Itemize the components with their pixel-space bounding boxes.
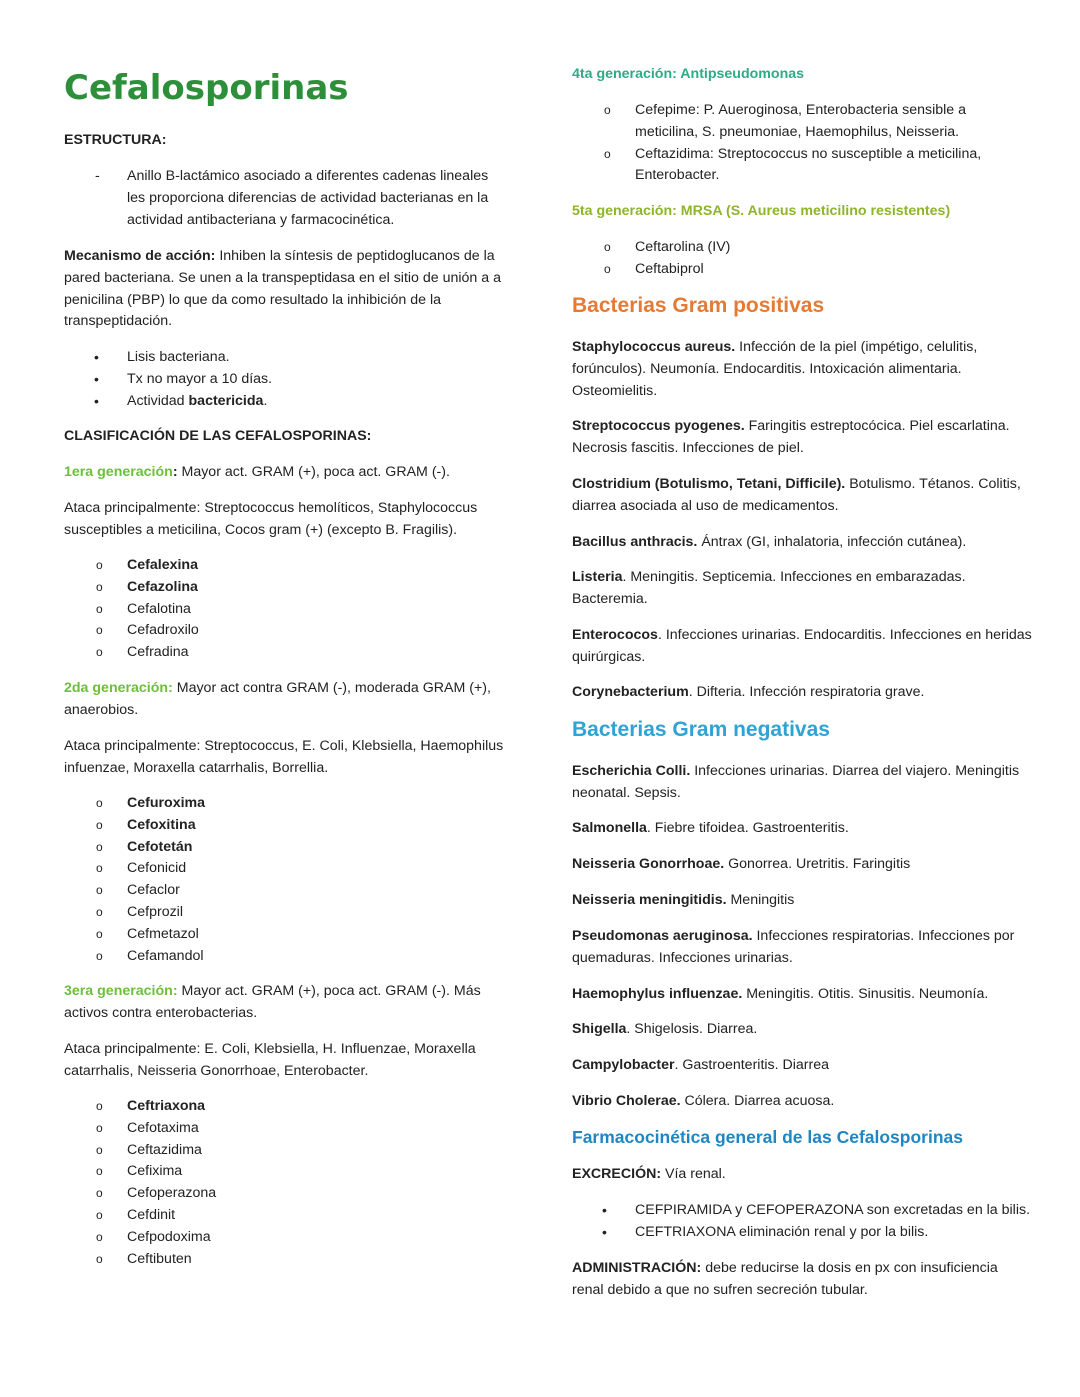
gen2-label: 2da generación: bbox=[64, 680, 173, 696]
bacteria-desc: Meningitis bbox=[726, 892, 795, 908]
bacteria-desc: . Infecciones urinarias. Endocarditis. Infecciones en heridas quirúrgicas. bbox=[572, 627, 1032, 665]
bullet-tx: • Tx no mayor a 10 días. bbox=[64, 369, 514, 391]
bacteria-name: Salmonella bbox=[572, 820, 647, 836]
gram-neg-entry bbox=[572, 1091, 1032, 1113]
excrecion-item: • CEFTRIAXONA eliminación renal y por la bilis. bbox=[572, 1222, 1032, 1244]
bacteria-desc: . Shigelosis. Diarrea. bbox=[626, 1021, 758, 1037]
drug-name: Cefotetán bbox=[127, 838, 193, 855]
bacteria-name: Enterococos bbox=[572, 627, 658, 643]
bacteria-desc: Cólera. Diarrea acuosa. bbox=[680, 1093, 835, 1109]
mecanismo-text: Inhiben la síntesis de peptidoglucanos de la pared bacteriana. Se unen a la transpeptidasa en el sitio de unión a a penicilina (PBP) lo que da como resultado la inhibición de la transpeptidación. bbox=[64, 248, 501, 330]
gen1-colon: : bbox=[172, 464, 178, 480]
gram-neg-entry bbox=[572, 984, 1032, 1006]
gen5-item: o Ceftarolina (IV) bbox=[572, 237, 1032, 259]
gen3-text: Mayor act. GRAM (+), poca act. GRAM (-). Más activos contra enterobacterias. bbox=[64, 983, 481, 1021]
gen4-item: o Ceftazidima: Streptococcus no susceptible a meticilina, Enterobacter. bbox=[572, 144, 992, 188]
estructura-item: - Anillo B-lactámico asociado a diferentes cadenas lineales les proporciona diferencias de actividad bacterianas en la actividad antibacteriana y farmacocinética. bbox=[64, 166, 504, 231]
gen3-label: 3era generación: bbox=[64, 983, 178, 999]
excrecion-item: • CEFPIRAMIDA y CEFOPERAZONA son excretadas en la bilis. bbox=[572, 1200, 1032, 1222]
gram-negative-heading: Bacterias Gram negativas bbox=[572, 718, 830, 741]
drug-item bbox=[64, 1096, 514, 1118]
bacteria-name: Pseudomonas aeruginosa. bbox=[572, 928, 753, 944]
gram-pos-entry bbox=[572, 625, 1032, 669]
bacteria-desc: . Meningitis. Septicemia. Infecciones en embarazadas. Bacteremia. bbox=[572, 569, 966, 607]
gram-pos-entry bbox=[572, 474, 1032, 518]
bullet-actividad-pre: Actividad bbox=[127, 392, 189, 409]
bacteria-name: Neisseria Gonorrhoae. bbox=[572, 856, 725, 872]
drug-item: o Cefonicid bbox=[64, 858, 514, 880]
drug-item bbox=[64, 837, 514, 859]
bacteria-desc: Infecciones respiratorias. Infecciones por quemaduras. Infecciones urinarias. bbox=[572, 928, 1015, 966]
bacteria-desc: Gonorrea. Uretritis. Faringitis bbox=[724, 856, 911, 872]
bacteria-desc: . Fiebre tifoidea. Gastroenteritis. bbox=[646, 820, 849, 836]
gram-neg-entry bbox=[572, 1055, 1032, 1077]
bacteria-desc: . Gastroenteritis. Diarrea bbox=[674, 1057, 830, 1073]
bacteria-desc: Botulismo. Tétanos. Colitis, diarrea asociada al uso de medicamentos. bbox=[572, 476, 1021, 514]
bacteria-name: Haemophylus influenzae. bbox=[572, 986, 743, 1002]
gen3-line bbox=[64, 981, 514, 1025]
bacteria-desc: Infección de la piel (impétigo, celulitis, forúnculos). Neumonía. Endocarditis. Intoxicación alimentaria. Osteomielitis. bbox=[572, 339, 978, 399]
administracion-text: debe reducirse la dosis en px con insuficiencia renal debido a que no sufren secreción tubular. bbox=[572, 1260, 998, 1298]
gram-neg-entry bbox=[572, 761, 1032, 805]
gram-pos-entry bbox=[572, 532, 1032, 554]
drug-name: Ceftriaxona bbox=[127, 1098, 206, 1114]
bacteria-name: Staphylococcus aureus. bbox=[572, 339, 736, 355]
drug-item: o Ceftibuten bbox=[64, 1249, 514, 1271]
gen1-line bbox=[64, 462, 514, 484]
drug-name: Cefoxitina bbox=[127, 816, 196, 833]
gen2-text: Mayor act contra GRAM (-), moderada GRAM (+), anaerobios. bbox=[64, 680, 491, 718]
farmacocinetica-heading: Farmacocinética general de las Cefalosporinas bbox=[572, 1127, 963, 1147]
gen2-line bbox=[64, 678, 514, 722]
gen1-ataca: Ataca principalmente: Streptococcus hemolíticos, Staphylococcus susceptibles a meticilina, Cocos gram (+) (excepto B. Fragilis). bbox=[64, 500, 478, 538]
drug-item: o Cefradina bbox=[64, 642, 514, 664]
drug-item: o Cefaclor bbox=[64, 880, 514, 902]
administracion-paragraph bbox=[572, 1258, 1002, 1302]
mecanismo-paragraph bbox=[64, 246, 514, 333]
gram-neg-entry bbox=[572, 1019, 1032, 1041]
drug-item: o Cefpodoxima bbox=[64, 1227, 514, 1249]
bullet-actividad-bold: bactericida bbox=[188, 392, 264, 409]
gram-neg-entry bbox=[572, 854, 1032, 876]
drug-item: o Cefotaxima bbox=[64, 1118, 514, 1140]
gram-pos-entry bbox=[572, 416, 1032, 460]
drug-name: Cefalexina bbox=[127, 557, 198, 573]
bacteria-name: Bacillus anthracis. bbox=[572, 534, 698, 550]
mecanismo-label: Mecanismo de acción: bbox=[64, 248, 216, 264]
gen4-item: o Cefepime: P. Aueroginosa, Enterobacteria sensible a meticilina, S. pneumoniae, Haemophilus, Neisseria. bbox=[572, 100, 992, 144]
page-title: Cefalosporinas bbox=[64, 68, 349, 108]
bacteria-desc: Faringitis estreptocócica. Piel escarlatina. Necrosis fascitis. Infecciones de piel. bbox=[572, 418, 1010, 456]
bacteria-name: Shigella bbox=[572, 1021, 627, 1037]
bullet-lisis: • Lisis bacteriana. bbox=[64, 347, 514, 369]
drug-item bbox=[64, 555, 514, 577]
gen1-text: Mayor act. GRAM (+), poca act. GRAM (-). bbox=[177, 464, 450, 480]
bacteria-name: Clostridium (Botulismo, Tetani, Difficile). bbox=[572, 476, 846, 492]
drug-name: Cefazolina bbox=[127, 578, 198, 595]
gen1-label: 1era generación bbox=[64, 464, 173, 480]
bacteria-desc: Ántrax (GI, inhalatoria, infección cutánea). bbox=[697, 534, 967, 550]
gen4-heading: 4ta generación: Antipseudomonas bbox=[572, 66, 805, 82]
drug-item bbox=[64, 577, 514, 599]
gen2-ataca: Ataca principalmente: Streptococcus, E. Coli, Klebsiella, Haemophilus infuenzae, Moraxella catarrhalis, Borrellia. bbox=[64, 738, 504, 776]
drug-item: o Cefadroxilo bbox=[64, 620, 514, 642]
drug-item bbox=[64, 793, 514, 815]
bacteria-name: Streptococcus pyogenes. bbox=[572, 418, 745, 434]
gram-neg-entry bbox=[572, 890, 1032, 912]
drug-item: o Cefalotina bbox=[64, 599, 514, 621]
bacteria-name: Listeria bbox=[572, 569, 623, 585]
estructura-heading: ESTRUCTURA: bbox=[64, 132, 167, 148]
drug-item: o Cefprozil bbox=[64, 902, 514, 924]
drug-item bbox=[64, 815, 514, 837]
excrecion-text: Vía renal. bbox=[661, 1166, 726, 1182]
drug-item: o Cefixima bbox=[64, 1161, 514, 1183]
gen3-ataca: Ataca principalmente: E. Coli, Klebsiella, H. Influenzae, Moraxella catarrhalis, Neisseria Gonorrhoae, Enterobacter. bbox=[64, 1041, 476, 1079]
drug-item: o Ceftazidima bbox=[64, 1140, 514, 1162]
bacteria-name: Neisseria meningitidis. bbox=[572, 892, 727, 908]
bullet-actividad-post: . bbox=[263, 392, 268, 409]
bacteria-desc: Infecciones urinarias. Diarrea del viajero. Meningitis neonatal. Sepsis. bbox=[572, 763, 1020, 801]
excrecion-paragraph bbox=[572, 1164, 1032, 1186]
gram-neg-entry bbox=[572, 926, 1032, 970]
drug-item: o Cefamandol bbox=[64, 946, 514, 968]
drug-item: o Cefoperazona bbox=[64, 1183, 514, 1205]
administracion-label: ADMINISTRACIÓN: bbox=[572, 1260, 702, 1276]
bacteria-name: Campylobacter bbox=[572, 1057, 675, 1073]
gram-positive-heading: Bacterias Gram positivas bbox=[572, 294, 825, 317]
gram-pos-entry bbox=[572, 682, 1032, 704]
gram-pos-entry bbox=[572, 567, 1032, 611]
gram-neg-entry bbox=[572, 818, 1032, 840]
clasificacion-heading: CLASIFICACIÓN DE LAS CEFALOSPORINAS: bbox=[64, 428, 372, 444]
bacteria-desc: Meningitis. Otitis. Sinusitis. Neumonía. bbox=[742, 986, 989, 1002]
drug-name: Cefuroxima bbox=[127, 795, 206, 811]
drug-item: o Cefmetazol bbox=[64, 924, 514, 946]
excrecion-label: EXCRECIÓN: bbox=[572, 1166, 662, 1182]
bacteria-name: Escherichia Colli. bbox=[572, 763, 691, 779]
drug-item: o Cefdinit bbox=[64, 1205, 514, 1227]
bullet-actividad bbox=[64, 391, 514, 413]
bacteria-desc: . Difteria. Infección respiratoria grave. bbox=[688, 684, 925, 700]
gram-pos-entry bbox=[572, 337, 1032, 402]
bacteria-name: Vibrio Cholerae. bbox=[572, 1093, 681, 1109]
bacteria-name: Corynebacterium bbox=[572, 684, 689, 700]
gen5-heading: 5ta generación: MRSA (S. Aureus meticilino resistentes) bbox=[572, 203, 951, 219]
gen5-item: o Ceftabiprol bbox=[572, 259, 1032, 281]
